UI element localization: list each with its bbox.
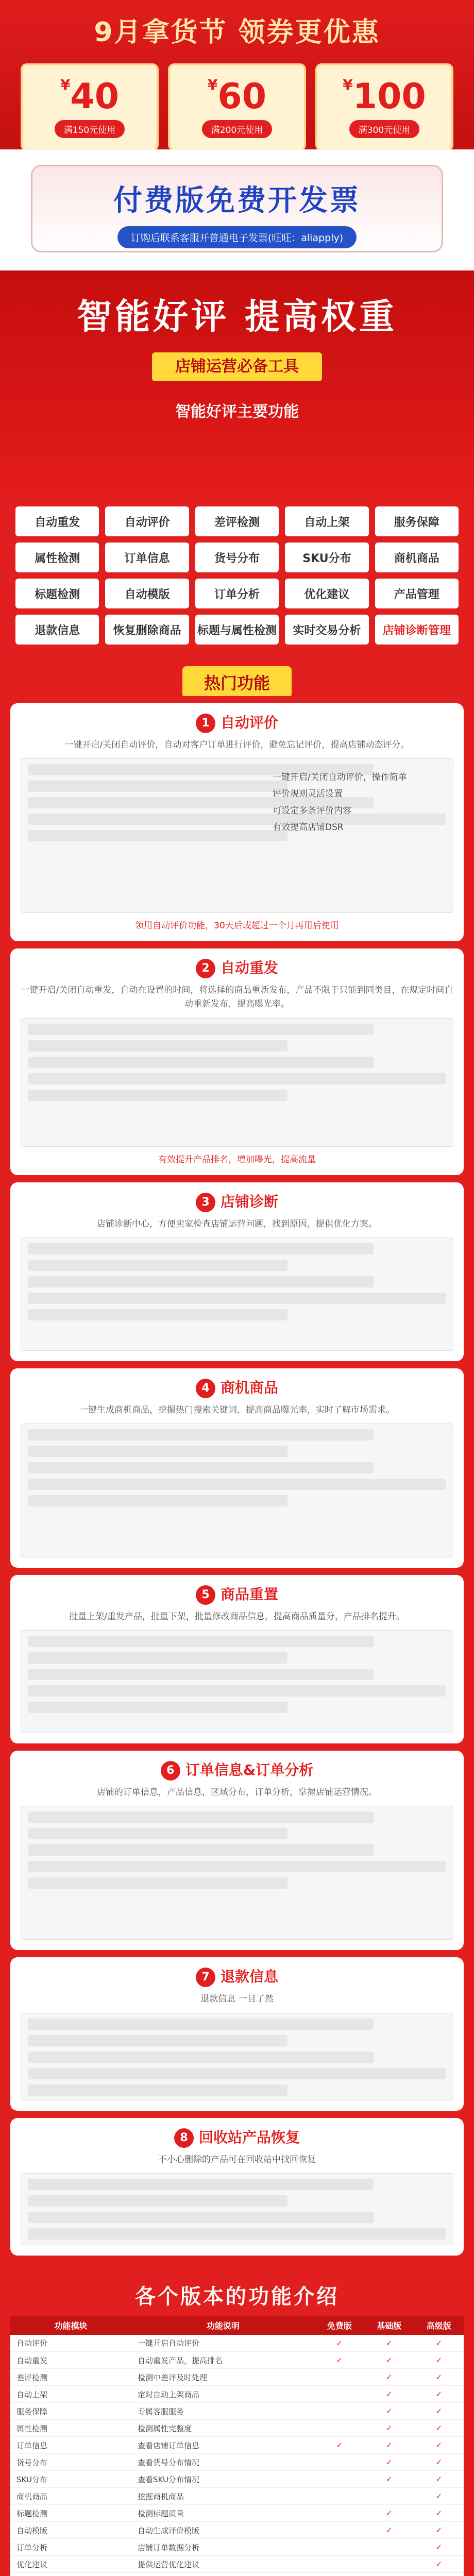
invoice-banner: [0, 149, 474, 270]
compare-cell: ✓: [414, 2352, 464, 2369]
function-item[interactable]: 退款信息: [15, 615, 99, 645]
compare-cell: 标题检测: [10, 2505, 131, 2522]
feature-card: [10, 2118, 464, 2256]
compare-cell: 检测标题质量: [131, 2505, 315, 2522]
invoice-box: [31, 165, 443, 252]
compare-cell: SKU分布: [10, 2471, 131, 2488]
feature-title: 7 退款信息: [21, 1965, 453, 1987]
compare-cell: [315, 2454, 364, 2471]
feature-title: 1 自动评价: [21, 711, 453, 733]
compare-cell: ✓: [315, 2352, 364, 2369]
feature-bullet: 一键开启/关闭自动评价，操作简单: [273, 772, 407, 783]
compare-header: [0, 2270, 474, 2316]
compare-cell: [131, 2573, 315, 2576]
function-item[interactable]: 自动上架: [285, 506, 368, 536]
compare-cell: ✓: [414, 2556, 464, 2573]
feature-bullet: 评价规则灵活设置: [273, 789, 343, 800]
feature-title: 8 回收站产品恢复: [21, 2126, 453, 2148]
feature-screenshot: [21, 1238, 453, 1351]
compare-column-header: 高级版: [414, 2316, 464, 2335]
compare-row: [10, 2437, 464, 2454]
function-item[interactable]: 产品管理: [375, 579, 459, 608]
function-item[interactable]: 优化建议: [285, 579, 368, 608]
compare-cell: 自动重发产品，提高排名: [131, 2352, 315, 2369]
function-item[interactable]: 自动评价: [105, 506, 189, 536]
compare-cell: 自动模版: [10, 2522, 131, 2539]
compare-cell: [315, 2573, 364, 2576]
function-item[interactable]: 订单信息: [105, 543, 189, 572]
feature-description: 不小心删除的产品可在回收站中找回恢复: [158, 2154, 316, 2165]
function-item[interactable]: 差评检测: [195, 506, 279, 536]
compare-cell: 自动重发: [10, 2352, 131, 2369]
feature-title: 3 店铺诊断: [21, 1191, 453, 1212]
compare-cell: ✓: [414, 2386, 464, 2403]
feature-title: 2 自动重发: [21, 957, 453, 978]
compare-cell: ✓: [364, 2335, 414, 2352]
compare-cell: ✓: [414, 2335, 464, 2352]
compare-cell: 查看SKU分布情况: [131, 2471, 315, 2488]
compare-table: [10, 2316, 464, 2576]
compare-cell: 服务保障: [10, 2403, 131, 2420]
compare-cell: ✓: [364, 2437, 414, 2454]
compare-row: [10, 2420, 464, 2437]
compare-cell: 挖掘商机商品: [131, 2488, 315, 2505]
compare-cell: 货号分布: [10, 2454, 131, 2471]
compare-cell: ✓: [364, 2471, 414, 2488]
feature-number: 7: [196, 1968, 215, 1987]
feature-description: 批量上架/重发产品，批量下架，批量修改商品信息，提高商品质量分，产品排名提升。: [69, 1611, 405, 1622]
compare-cell: ✓: [414, 2539, 464, 2556]
compare-cell: ✓: [414, 2403, 464, 2420]
function-item[interactable]: 自动重发: [15, 506, 99, 536]
compare-column-header: 基础版: [364, 2316, 414, 2335]
compare-cell: ✓: [315, 2437, 364, 2454]
feature-list: [0, 696, 474, 2270]
compare-row: [10, 2522, 464, 2539]
feature-description: 一键开启/关闭自动重发，自动在设置的时间，将选择的商品重新发布，产品不限于只能到同类目，在规定时间自动重新发布，提高曝光率。: [21, 985, 453, 1010]
feature-screenshot: [21, 1806, 453, 1940]
coupon-card[interactable]: [315, 63, 453, 149]
compare-cell: 订单分析: [10, 2539, 131, 2556]
compare-cell: [315, 2420, 364, 2437]
compare-cell: ✓: [364, 2403, 414, 2420]
feature-description: 店铺的订单信息，产品信息，区域分布，订单分析，掌握店铺运营情况。: [97, 1787, 377, 1798]
compare-cell: ✓: [414, 2420, 464, 2437]
compare-cell: 优化建议: [10, 2556, 131, 2573]
coupon-card[interactable]: [21, 63, 159, 149]
compare-cell: ✓: [364, 2522, 414, 2539]
compare-cell: ✓: [414, 2471, 464, 2488]
compare-header-row: [10, 2316, 464, 2335]
feature-number: 1: [196, 714, 215, 733]
compare-row: [10, 2403, 464, 2420]
promo-title: 9月拿货节 领券更优惠: [94, 17, 380, 48]
compare-cell: 自动上架: [10, 2386, 131, 2403]
compare-cell: 差评检测: [10, 2369, 131, 2386]
compare-cell: 自动评价: [10, 2335, 131, 2352]
compare-title: 各个版本的功能介绍: [135, 2284, 339, 2309]
hero: [0, 270, 474, 497]
compare-cell: 查看店铺订单信息: [131, 2437, 315, 2454]
compare-row: [10, 2539, 464, 2556]
feature-number: 8: [174, 2128, 194, 2148]
coupon-amount: ¥40: [60, 76, 120, 117]
feature-bullet: 有效提高店铺DSR: [273, 822, 344, 833]
compare-cell: 属性检测: [10, 2420, 131, 2437]
compare-row: [10, 2505, 464, 2522]
compare-column-header: 免费版: [315, 2316, 364, 2335]
feature-card: [10, 1575, 464, 1743]
function-item[interactable]: 货号分布: [195, 543, 279, 572]
function-item[interactable]: 商机商品: [375, 543, 459, 572]
feature-number: 3: [196, 1193, 215, 1212]
compare-row: [10, 2386, 464, 2403]
promo-banner: [0, 0, 474, 149]
compare-cell: ✓: [414, 2369, 464, 2386]
feature-description: 店铺诊断中心，方便卖家检查店铺运营问题，找到原因，提供优化方案。: [97, 1218, 377, 1229]
compare-cell: 专属客服服务: [131, 2403, 315, 2420]
feature-bullets: [273, 769, 443, 836]
feature-note: 有效提升产品排名，增加曝光，提高流量: [158, 1154, 316, 1165]
compare-cell: ✓: [414, 2437, 464, 2454]
compare-cell: [10, 2573, 131, 2576]
function-item[interactable]: 订单分析: [195, 579, 279, 608]
compare-cell: 查看货号分布情况: [131, 2454, 315, 2471]
invoice-title: 付费版免费开发票: [113, 184, 361, 217]
feature-card: [10, 948, 464, 1175]
compare-cell: 一键开启自动评价: [131, 2335, 315, 2352]
compare-row: [10, 2352, 464, 2369]
compare-body: [10, 2335, 464, 2576]
compare-cell: ✓: [414, 2488, 464, 2505]
function-item[interactable]: 服务保障: [375, 506, 459, 536]
feature-screenshot: [21, 2013, 453, 2100]
feature-screenshot: [21, 1018, 453, 1147]
compare-cell: [315, 2539, 364, 2556]
feature-title: 5 商品重置: [21, 1583, 453, 1605]
feature-bullet: 可设定多条评价内容: [273, 805, 351, 816]
hero-title: 智能好评 提高权重: [77, 297, 397, 337]
function-item[interactable]: SKU分布: [285, 543, 368, 572]
coupon-condition: 满300元使用: [349, 120, 419, 138]
feature-number: 2: [196, 959, 215, 978]
invoice-subtitle: 订购后联系客服开普通电子发票(旺旺：aliapply): [117, 226, 357, 248]
compare-row: [10, 2369, 464, 2386]
feature-title: 6 订单信息&订单分析: [21, 1759, 453, 1781]
feature-card: [10, 703, 464, 941]
coupon-condition: 满200元使用: [202, 120, 272, 138]
compare-cell: [414, 2573, 464, 2576]
function-item[interactable]: 店铺诊断管理: [375, 615, 459, 645]
compare-row: [10, 2471, 464, 2488]
compare-cell: ✓: [364, 2352, 414, 2369]
compare-cell: ✓: [414, 2505, 464, 2522]
compare-cell: [315, 2488, 364, 2505]
compare-cell: ✓: [414, 2522, 464, 2539]
function-list: [15, 506, 459, 645]
compare-row: [10, 2454, 464, 2471]
coupon-condition: 满150元使用: [55, 120, 125, 138]
hot-functions-label: 热门功能: [182, 666, 292, 696]
feature-description: 一键生成商机商品，挖掘热门搜索关键词，提高商品曝光率，实时了解市场需求。: [79, 1404, 395, 1415]
function-grid: [0, 497, 474, 662]
feature-description: 退款信息 一目了然: [200, 1994, 274, 2005]
function-item[interactable]: 自动模版: [105, 579, 189, 608]
feature-screenshot: [21, 2173, 453, 2245]
compare-cell: ✓: [414, 2454, 464, 2471]
compare-cell: 自动生成评价模版: [131, 2522, 315, 2539]
compare-table-wrap: [0, 2316, 474, 2576]
feature-card: [10, 1368, 464, 1568]
compare-cell: [364, 2488, 414, 2505]
compare-cell: [315, 2556, 364, 2573]
feature-card: [10, 1957, 464, 2110]
feature-screenshot: [21, 1630, 453, 1733]
function-item[interactable]: 标题与属性检测: [195, 615, 279, 645]
compare-cell: [315, 2403, 364, 2420]
feature-screenshot: [21, 758, 453, 913]
function-item[interactable]: 实时交易分析: [285, 615, 368, 645]
compare-cell: [315, 2522, 364, 2539]
feature-screenshot: [21, 1423, 453, 1557]
compare-cell: [364, 2556, 414, 2573]
compare-cell: ✓: [364, 2454, 414, 2471]
compare-cell: [315, 2369, 364, 2386]
compare-column-header: 功能模块: [10, 2316, 131, 2335]
feature-note: 领用自动评价功能，30天后或超过一个月再用后使用: [135, 921, 339, 931]
feature-card: [10, 1182, 464, 1361]
function-item[interactable]: 标题检测: [15, 579, 99, 608]
compare-cell: 提供运营优化建议: [131, 2556, 315, 2573]
compare-cell: [364, 2539, 414, 2556]
feature-description: 一键开启/关闭自动评价，自动对客户订单进行评价，避免忘记评价，提高店铺动态评分。: [64, 740, 410, 750]
compare-column-header: 功能说明: [131, 2316, 315, 2335]
coupon-amount: ¥60: [207, 76, 267, 117]
compare-cell: ✓: [364, 2420, 414, 2437]
feature-title: 4 商机商品: [21, 1377, 453, 1398]
compare-cell: [315, 2471, 364, 2488]
compare-cell: [364, 2573, 414, 2576]
feature-number: 6: [161, 1761, 180, 1781]
feature-card: [10, 1751, 464, 1950]
compare-cell: 商机商品: [10, 2488, 131, 2505]
compare-cell: [315, 2386, 364, 2403]
functions-title: 智能好评主要功能: [175, 403, 299, 421]
compare-cell: 店铺订单数据分析: [131, 2539, 315, 2556]
hero-ribbon: 店铺运营必备工具: [152, 352, 322, 381]
compare-row: [10, 2335, 464, 2352]
coupon-list: [0, 63, 474, 149]
compare-cell: ✓: [364, 2505, 414, 2522]
feature-number: 5: [196, 1585, 215, 1605]
function-item[interactable]: 属性检测: [15, 543, 99, 572]
coupon-amount: ¥100: [343, 76, 426, 117]
feature-number: 4: [196, 1379, 215, 1398]
compare-row: [10, 2488, 464, 2505]
hot-functions-header: [0, 662, 474, 696]
compare-cell: ✓: [364, 2386, 414, 2403]
compare-cell: 订单信息: [10, 2437, 131, 2454]
compare-row: [10, 2573, 464, 2576]
function-item[interactable]: 恢复删除商品: [105, 615, 189, 645]
compare-cell: ✓: [315, 2335, 364, 2352]
compare-cell: [315, 2505, 364, 2522]
compare-row: [10, 2556, 464, 2573]
compare-cell: 检测中差评及时处理: [131, 2369, 315, 2386]
compare-cell: 定时自动上架商品: [131, 2386, 315, 2403]
coupon-card[interactable]: [168, 63, 306, 149]
compare-cell: 检测属性完整度: [131, 2420, 315, 2437]
compare-cell: ✓: [364, 2369, 414, 2386]
